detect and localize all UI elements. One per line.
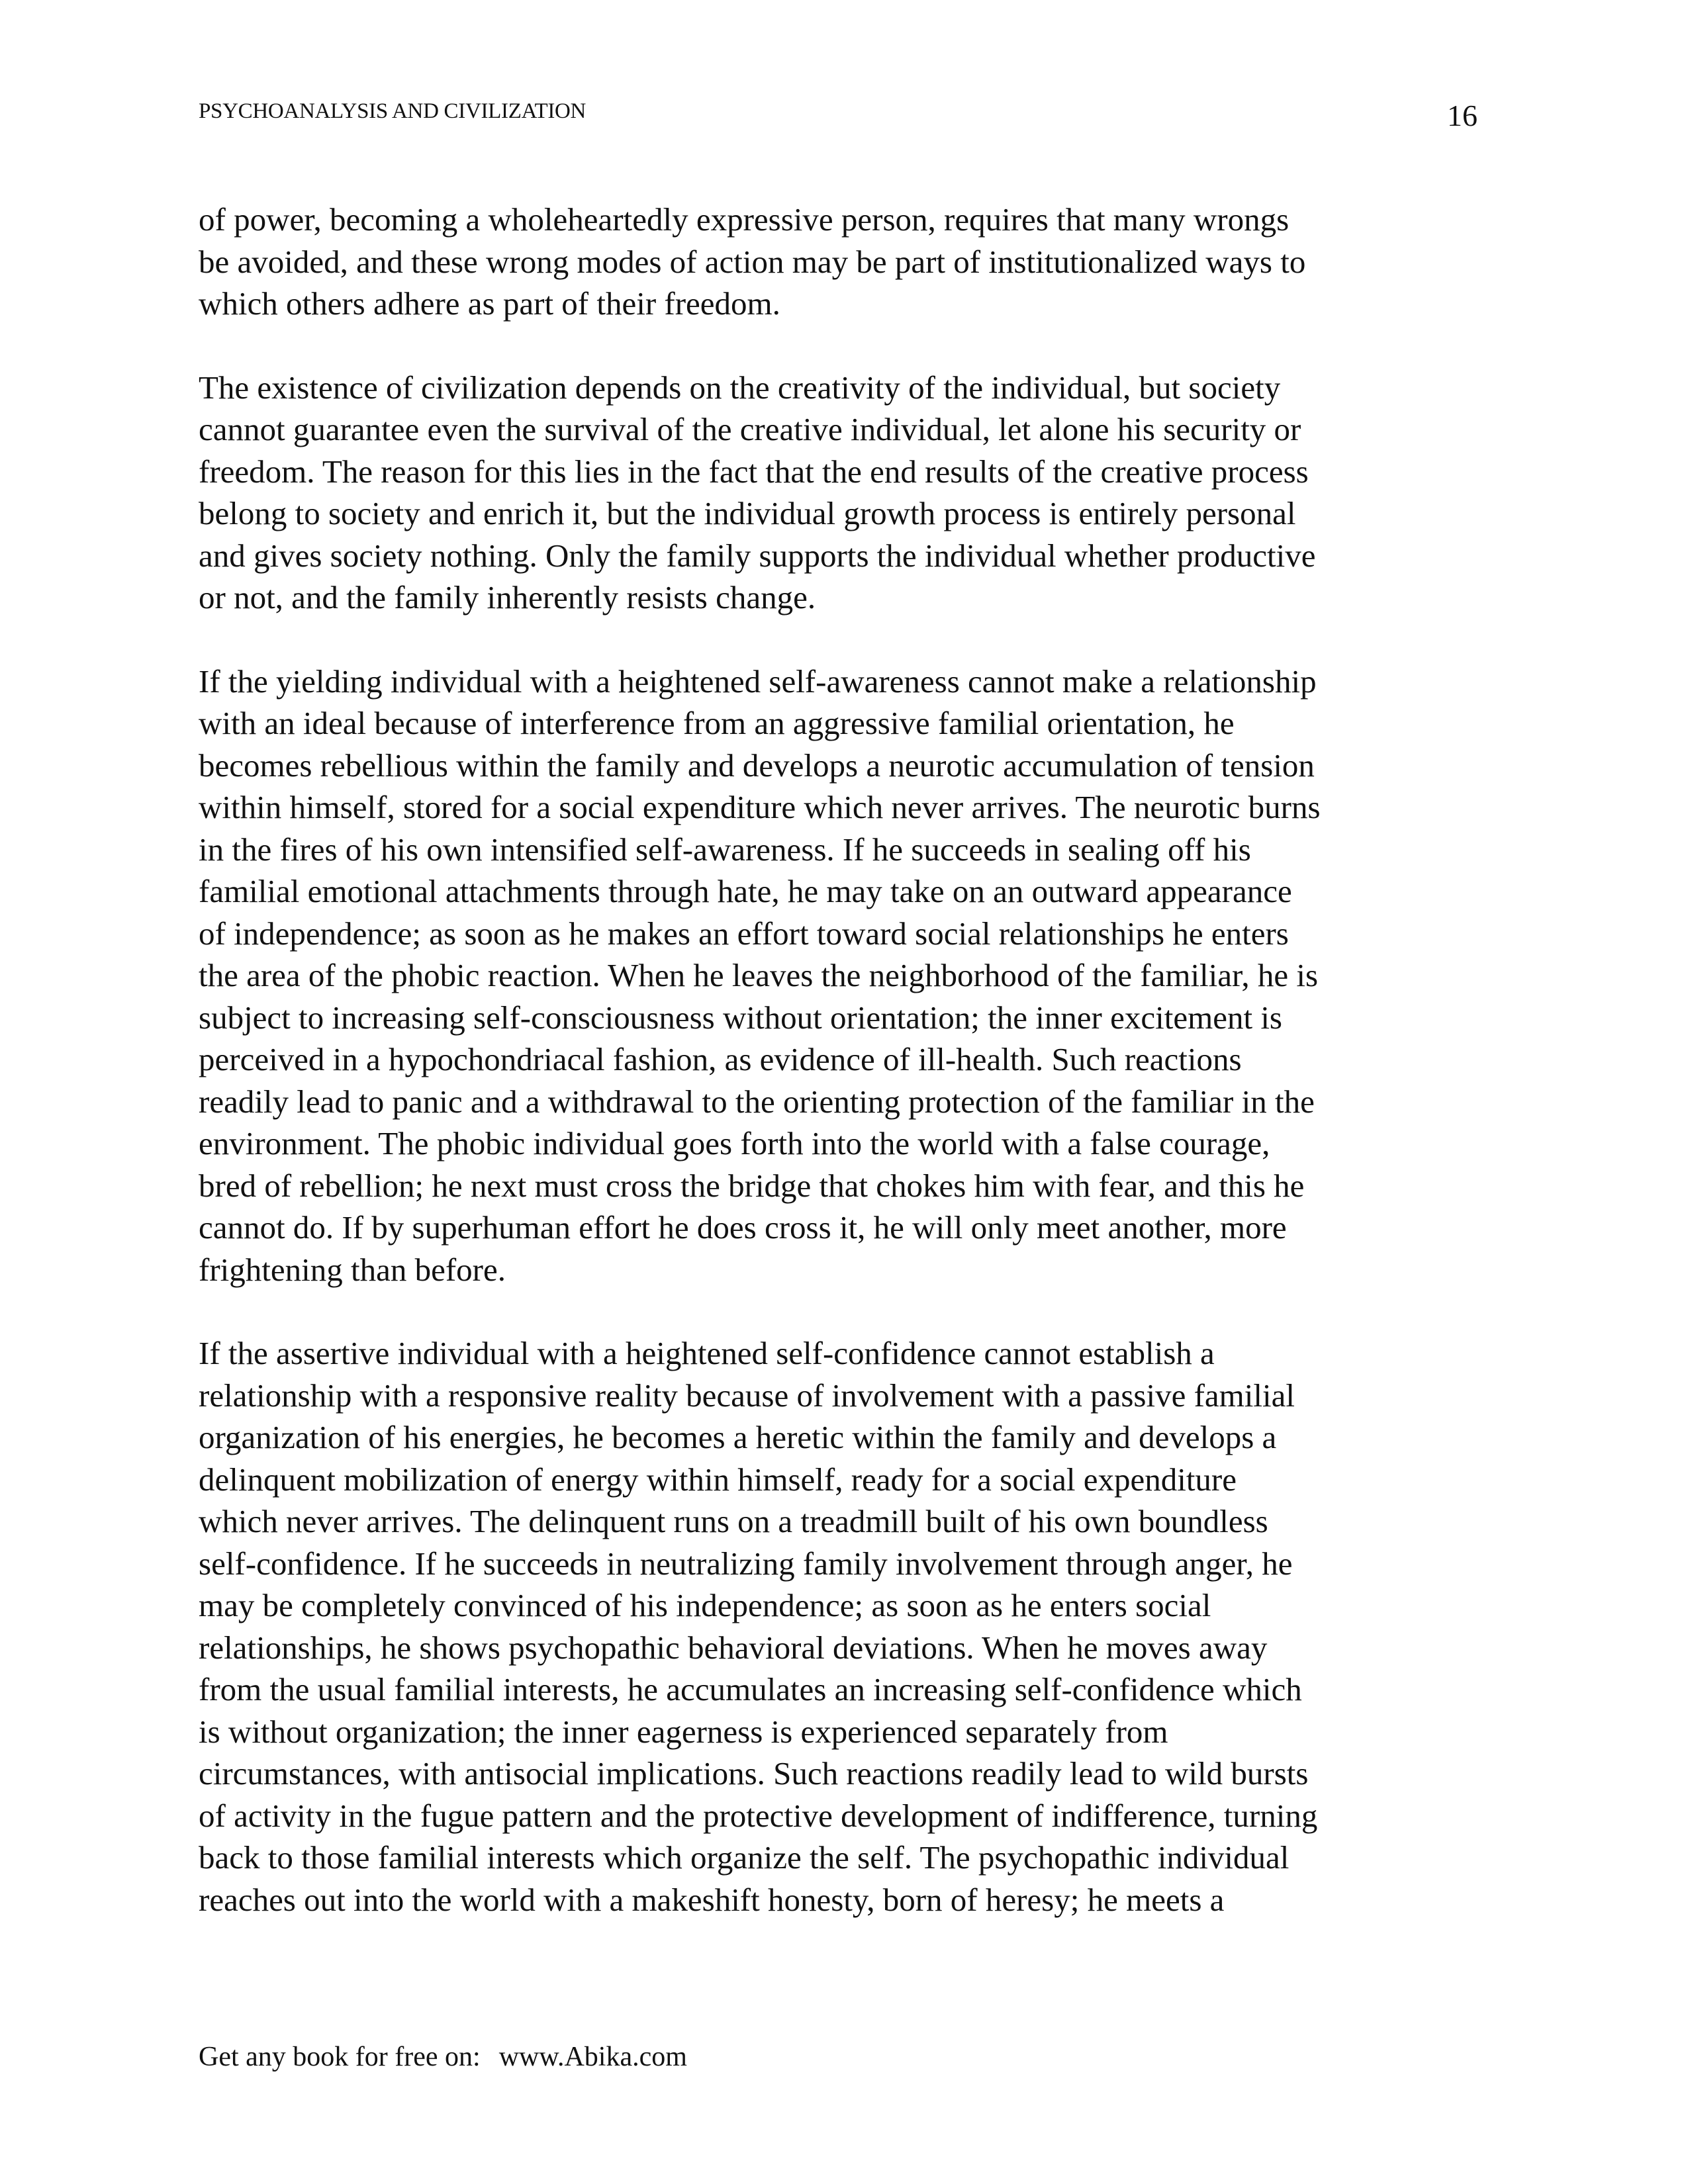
text-line: cannot do. If by superhuman effort he does cross it, he will only meet another, more — [199, 1209, 1287, 1246]
text-line: or not, and the family inherently resists change. — [199, 579, 816, 615]
text-line: with an ideal because of interference from an aggressive familial orientation, he — [199, 705, 1235, 741]
text-line: bred of rebellion; he next must cross the bridge that chokes him with fear, and this he — [199, 1167, 1305, 1204]
text-line: subject to increasing self-consciousness without orientation; the inner excitement is — [199, 999, 1283, 1036]
text-line: environment. The phobic individual goes forth into the world with a false courage, — [199, 1125, 1270, 1161]
paragraph-1 — [199, 199, 1496, 325]
text-line: and gives society nothing. Only the family supports the individual whether productive — [199, 537, 1316, 574]
text-line: readily lead to panic and a withdrawal to the orienting protection of the familiar in the — [199, 1083, 1315, 1120]
text-line: of power, becoming a wholeheartedly expressive person, requires that many wrongs — [199, 201, 1289, 238]
running-head-title: PSYCHOANALYSIS AND CIVILIZATION — [199, 99, 586, 123]
text-line: circumstances, with antisocial implications. Such reactions readily lead to wild bursts — [199, 1755, 1309, 1792]
footer — [199, 2041, 687, 2073]
text-line: The existence of civilization depends on the creativity of the individual, but society — [199, 369, 1281, 406]
text-line: If the yielding individual with a heightened self-awareness cannot make a relationship — [199, 662, 1317, 700]
text-line: may be completely convinced of his independence; as soon as he enters social — [199, 1587, 1211, 1623]
text-line: which never arrives. The delinquent runs on a treadmill built of his own boundless — [199, 1503, 1268, 1539]
text-line: If the assertive individual with a heightened self-confidence cannot establish a — [199, 1335, 1215, 1371]
page-number: 16 — [1447, 99, 1477, 132]
text-line: of independence; as soon as he makes an effort toward social relationships he enters — [199, 915, 1289, 952]
text-line: organization of his energies, he becomes a heretic within the family and develops a — [199, 1419, 1277, 1455]
paragraph-4 — [199, 1332, 1496, 1921]
text-line: from the usual familial interests, he accumulates an increasing self-confidence which — [199, 1671, 1302, 1707]
text-line: reaches out into the world with a makeshift honesty, born of heresy; he meets a — [199, 1881, 1225, 1918]
paragraph-2 — [199, 367, 1496, 619]
text-line: frightening than before. — [199, 1251, 506, 1288]
text-line: in the fires of his own intensified self-awareness. If he succeeds in sealing off his — [199, 831, 1251, 868]
text-line: relationship with a responsive reality because of involvement with a passive familial — [199, 1377, 1295, 1414]
text-line: within himself, stored for a social expenditure which never arrives. The neurotic burns — [199, 789, 1321, 825]
text-line: the area of the phobic reaction. When he leaves the neighborhood of the familiar, he is — [199, 957, 1319, 993]
text-line: be avoided, and these wrong modes of action may be part of institutionalized ways to — [199, 243, 1306, 280]
footer-label: Get any book for free on: — [199, 2042, 481, 2072]
text-line: delinquent mobilization of energy within himself, ready for a social expenditure — [199, 1461, 1237, 1498]
text-line: which others adhere as part of their freedom. — [199, 285, 780, 322]
text-line: of activity in the fugue pattern and the protective development of indifference, turning — [199, 1797, 1318, 1834]
text-line: back to those familial interests which organize the self. The psychopathic individual — [199, 1839, 1289, 1876]
text-line: freedom. The reason for this lies in the fact that the end results of the creative process — [199, 453, 1309, 490]
text-line: self-confidence. If he succeeds in neutralizing family involvement through anger, he — [199, 1545, 1293, 1582]
paragraph-3 — [199, 660, 1496, 1291]
footer-url-link[interactable]: www.Abika.com — [498, 2042, 687, 2072]
text-line: relationships, he shows psychopathic behavioral deviations. When he moves away — [199, 1629, 1268, 1666]
body-text — [199, 199, 1496, 1962]
text-line: cannot guarantee even the survival of the creative individual, let alone his security or — [199, 411, 1301, 447]
text-line: becomes rebellious within the family and develops a neurotic accumulation of tension — [199, 747, 1315, 784]
text-line: belong to society and enrich it, but the individual growth process is entirely personal — [199, 495, 1296, 531]
text-line: perceived in a hypochondriacal fashion, as evidence of ill-health. Such reactions — [199, 1041, 1242, 1077]
text-line: is without organization; the inner eagerness is experienced separately from — [199, 1713, 1168, 1750]
text-line: familial emotional attachments through hate, he may take on an outward appearance — [199, 873, 1292, 909]
